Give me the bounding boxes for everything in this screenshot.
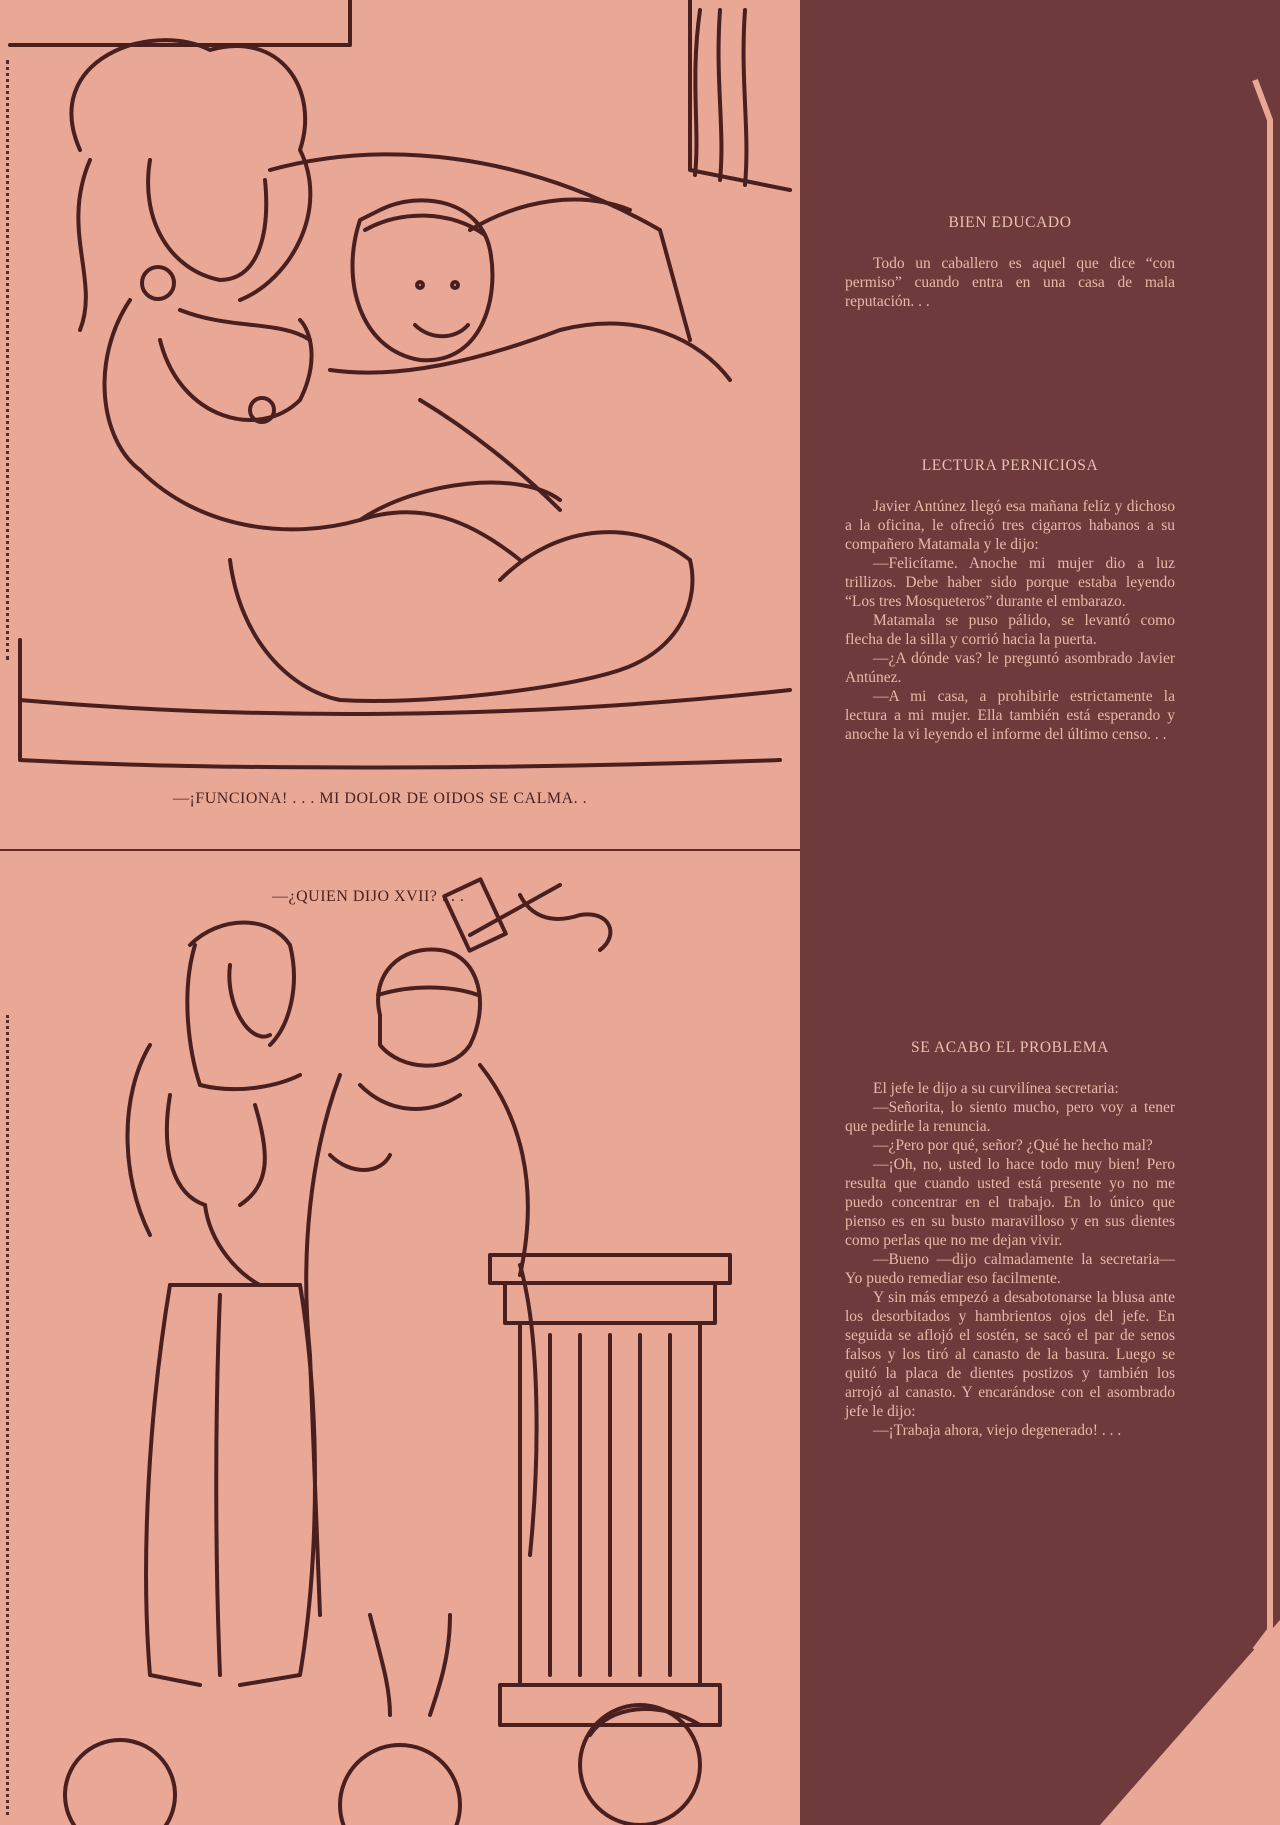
article-paragraph: —¡Oh, no, usted lo hace todo muy bien! Pero resulta que cuando usted está presente yo no me puedo concentrar en el trabajo. En lo único que pienso es en su busto maravilloso y en sus dientes como perlas que no me dejan vivir. xyxy=(845,1156,1175,1249)
article-lectura-perniciosa xyxy=(845,456,1175,744)
article-title: LECTURA PERNICIOSA xyxy=(921,457,1099,474)
article-se-acabo-el-problema xyxy=(845,1038,1175,1440)
cartoon-illustration-top xyxy=(0,0,800,840)
article-paragraph: —A mi casa, a prohibirle estrictamente la lectura a mi mujer. Ella también está esperando y anoche la vi leyendo el informe del último censo. . . xyxy=(845,688,1175,743)
article-title: SE ACABO EL PROBLEMA xyxy=(911,1039,1109,1056)
article-title: BIEN EDUCADO xyxy=(948,214,1072,231)
article-paragraph: —¡Trabaja ahora, viejo degenerado! . . . xyxy=(873,1422,1122,1439)
article-paragraph: Javier Antúnez llegó esa mañana felíz y dichoso a la oficina, le ofreció tres cigarros habanos a su compañero Matamala y le dijo: xyxy=(845,498,1175,553)
cartoon-panel-top xyxy=(0,0,800,840)
panel-divider xyxy=(0,849,805,851)
caption-bottom: —¿QUIEN DIJO XVII? . . . xyxy=(272,888,465,905)
article-paragraph: Y sin más empezó a desabotonarse la blusa ante los desorbitados y hambrientos ojos del jefe. En seguida se aflojó el sostén, se sacó el par de senos falsos y los tiró al canasto de la basura. Luego se quitó la placa de dientes postizos y también los arrojó al canasto. Y encarándose con el asombrado jefe le dijo: xyxy=(845,1289,1175,1420)
article-paragraph: —Bueno —dijo calmadamente la secretaria— Yo puedo remediar eso facilmente. xyxy=(845,1251,1175,1287)
article-paragraph: El jefe le dijo a su curvilínea secretaria: xyxy=(873,1080,1119,1097)
article-paragraph: Todo un caballero es aquel que dice “con permiso” cuando entra en una casa de mala reputación. . . xyxy=(845,255,1175,310)
article-paragraph: —¿Pero por qué, señor? ¿Qué he hecho mal? xyxy=(873,1137,1153,1154)
article-paragraph: —Señorita, lo siento mucho, pero voy a tener que pedirle la renuncia. xyxy=(845,1099,1175,1135)
caption-top: —¡FUNCIONA! . . . MI DOLOR DE OIDOS SE CALMA. . xyxy=(173,790,588,807)
article-paragraph: Matamala se puso pálido, se levantó como flecha de la silla y corrió hacia la puerta. xyxy=(845,612,1175,648)
dotted-edge-bottom xyxy=(6,1015,12,1815)
cartoon-panel-bottom xyxy=(0,855,800,1825)
cartoon-illustration-bottom xyxy=(0,855,800,1825)
article-bien-educado xyxy=(845,213,1175,311)
article-paragraph: —Felicítame. Anoche mi mujer dio a luz trillizos. Debe haber sido porque estaba leyendo “Los tres Mosqueteros” durante el embarazo. xyxy=(845,555,1175,610)
dotted-edge-top xyxy=(6,60,12,660)
article-paragraph: —¿A dónde vas? le preguntó asombrado Javier Antúnez. xyxy=(845,650,1175,686)
